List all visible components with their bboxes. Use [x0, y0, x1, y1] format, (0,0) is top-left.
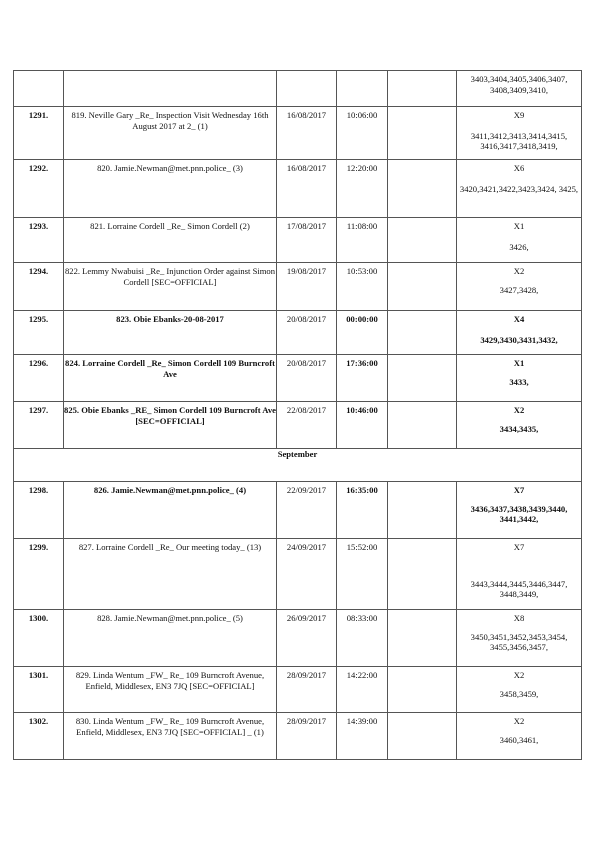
page-count: X6 — [513, 163, 525, 173]
entry-description: 823. Obie Ebanks-20-08-2017 — [116, 314, 224, 324]
entry-number: 1294. — [28, 266, 49, 276]
entry-date: 28/09/2017 — [286, 716, 327, 726]
entry-number: 1297. — [28, 405, 49, 415]
entry-description: 825. Obie Ebanks _RE_ Simon Cordell 109 Burncroft Ave [SEC=OFFICIAL] — [64, 405, 276, 426]
entry-refs-cell — [457, 610, 582, 667]
table-row — [14, 713, 582, 760]
entry-number: 1293. — [28, 221, 49, 231]
table-row — [14, 610, 582, 667]
entry-time: 16:35:00 — [346, 485, 378, 495]
entry-description: 829. Linda Wentum _FW_ Re_ 109 Burncroft Avenue, Enfield, Middlesex, EN3 7JQ [SEC=OFFICIAL] — [75, 670, 265, 691]
entry-blank-cell — [388, 107, 457, 160]
entry-number-cell — [14, 107, 64, 160]
table-row — [14, 402, 582, 449]
entry-number-cell — [14, 667, 64, 713]
entry-time: 10:06:00 — [346, 110, 378, 120]
entry-number: 1301. — [28, 670, 49, 680]
entry-date: 24/09/2017 — [286, 542, 327, 552]
page-count: X4 — [513, 314, 525, 324]
entry-time: 00:00:00 — [346, 314, 378, 324]
entry-description-cell — [64, 713, 277, 760]
entry-blank-cell — [388, 160, 457, 218]
entry-blank-cell — [388, 713, 457, 760]
entry-time: 14:22:00 — [346, 670, 378, 680]
entry-date-cell — [277, 713, 337, 760]
entry-description-cell — [64, 107, 277, 160]
entry-time — [337, 71, 387, 74]
page-count: X2 — [513, 670, 525, 680]
entry-number-cell — [14, 610, 64, 667]
entry-blank-cell — [388, 218, 457, 263]
entry-date: 20/08/2017 — [286, 358, 327, 368]
entry-blank-cell — [388, 71, 457, 107]
entry-description: 824. Lorraine Cordell _Re_ Simon Cordell 109 Burncroft Ave — [65, 358, 275, 379]
month-row — [14, 449, 582, 482]
entry-number-cell — [14, 482, 64, 539]
entry-blank-cell — [388, 355, 457, 402]
page-count: X2 — [513, 405, 525, 415]
page-references: 3443,3444,3445,3446,3447, 3448,3449, — [470, 578, 568, 600]
table-row — [14, 667, 582, 713]
entry-time-cell — [337, 263, 388, 311]
entry-time-cell — [337, 667, 388, 713]
page-references: 3458,3459, — [499, 688, 539, 699]
entry-time-cell — [337, 355, 388, 402]
entry-number: 1299. — [28, 542, 49, 552]
table-row — [14, 160, 582, 218]
entry-description-cell — [64, 610, 277, 667]
entry-blank-cell — [388, 482, 457, 539]
entry-time-cell — [337, 482, 388, 539]
entry-time-cell — [337, 160, 388, 218]
page-references: 3403,3404,3405,3406,3407, 3408,3409,3410, — [470, 74, 568, 95]
entry-time: 08:33:00 — [346, 613, 378, 623]
table-row — [14, 482, 582, 539]
entry-time: 12:20:00 — [346, 163, 378, 173]
entry-number: 1302. — [28, 716, 49, 726]
entry-number-cell — [14, 218, 64, 263]
entry-blank-cell — [388, 539, 457, 610]
entry-date: 17/08/2017 — [286, 221, 327, 231]
entry-number — [14, 71, 63, 74]
entry-refs-cell — [457, 311, 582, 355]
entry-refs-cell — [457, 667, 582, 713]
entry-description-cell — [64, 355, 277, 402]
table-row — [14, 263, 582, 311]
table-row — [14, 71, 582, 107]
page-references: 3429,3430,3431,3432, — [480, 334, 558, 345]
entry-description: 828. Jamie.Newman@met.pnn.police_ (5) — [97, 613, 243, 623]
entry-time-cell — [337, 107, 388, 160]
entry-time: 14:39:00 — [346, 716, 378, 726]
entry-time-cell — [337, 610, 388, 667]
entry-date-cell — [277, 160, 337, 218]
entry-description-cell — [64, 160, 277, 218]
entry-date-cell — [277, 107, 337, 160]
entry-date: 20/08/2017 — [286, 314, 327, 324]
entry-number: 1300. — [28, 613, 49, 623]
entry-date-cell — [277, 355, 337, 402]
entry-time-cell — [337, 713, 388, 760]
entry-description: 830. Linda Wentum _FW_ Re_ 109 Burncroft Avenue, Enfield, Middlesex, EN3 7JQ [SEC=OFFICIAL] _ (1) — [75, 716, 265, 737]
entry-blank-cell — [388, 610, 457, 667]
page-count: X7 — [513, 542, 525, 552]
entry-date — [277, 71, 336, 74]
entry-date-cell — [277, 402, 337, 449]
entry-description-cell — [64, 402, 277, 449]
entry-date: 16/08/2017 — [286, 110, 327, 120]
entry-refs-cell — [457, 402, 582, 449]
entry-refs-cell — [457, 539, 582, 610]
entry-number: 1296. — [28, 358, 49, 368]
page-references: 3426, — [509, 241, 529, 252]
entry-time: 17:36:00 — [346, 358, 378, 368]
page-references: 3460,3461, — [499, 734, 539, 745]
entry-time-cell — [337, 311, 388, 355]
entry-description: 826. Jamie.Newman@met.pnn.police_ (4) — [93, 485, 247, 495]
entry-date: 22/09/2017 — [286, 485, 327, 495]
entry-time: 10:53:00 — [346, 266, 378, 276]
page-count: X7 — [513, 485, 525, 495]
entry-number-cell — [14, 160, 64, 218]
entry-description-cell — [64, 539, 277, 610]
table-row — [14, 355, 582, 402]
entry-number-cell — [14, 539, 64, 610]
page-count: X1 — [513, 358, 525, 368]
entry-description-cell — [64, 218, 277, 263]
table-body-september — [14, 482, 582, 760]
entry-description — [64, 71, 276, 74]
entry-description-cell — [64, 263, 277, 311]
table-row — [14, 539, 582, 610]
table-body-august — [14, 71, 582, 449]
entry-date: 26/09/2017 — [286, 613, 327, 623]
page-references: 3420,3421,3422,3423,3424, 3425, — [459, 183, 579, 194]
entry-date-cell — [277, 311, 337, 355]
entry-description: 821. Lorraine Cordell _Re_ Simon Cordell (2) — [90, 221, 250, 231]
entry-time-cell — [337, 402, 388, 449]
entry-number: 1291. — [28, 110, 49, 120]
page-count: X1 — [513, 221, 525, 231]
entry-date-cell — [277, 482, 337, 539]
table-row — [14, 311, 582, 355]
entry-date: 16/08/2017 — [286, 163, 327, 173]
entry-refs-cell — [457, 713, 582, 760]
page-references: 3450,3451,3452,3453,3454, 3455,3456,3457, — [470, 631, 568, 653]
entry-date-cell — [277, 610, 337, 667]
entry-number-cell — [14, 263, 64, 311]
entry-time: 11:08:00 — [346, 221, 378, 231]
entry-date: 22/08/2017 — [286, 405, 327, 415]
entry-blank-cell — [388, 311, 457, 355]
entry-date-cell — [277, 71, 337, 107]
table-row — [14, 218, 582, 263]
entry-refs-cell — [457, 71, 582, 107]
entry-date: 28/09/2017 — [286, 670, 327, 680]
entry-description: 822. Lemmy Nwabuisi _Re_ Injunction Order against Simon Cordell [SEC=OFFICIAL] — [64, 266, 276, 287]
entry-date-cell — [277, 218, 337, 263]
entry-number-cell — [14, 355, 64, 402]
entry-refs-cell — [457, 107, 582, 160]
entry-number-cell — [14, 311, 64, 355]
page-count: X9 — [513, 110, 525, 120]
entry-refs-cell — [457, 482, 582, 539]
page-count: X8 — [513, 613, 525, 623]
entry-time-cell — [337, 218, 388, 263]
entry-refs-cell — [457, 355, 582, 402]
entry-refs-cell — [457, 160, 582, 218]
month-label: September — [14, 449, 582, 482]
month-row-group — [14, 449, 582, 482]
entry-description-cell — [64, 667, 277, 713]
entry-number-cell — [14, 713, 64, 760]
entry-time: 10:46:00 — [346, 405, 378, 415]
table-row — [14, 107, 582, 160]
entry-number: 1292. — [28, 163, 49, 173]
entry-number-cell — [14, 402, 64, 449]
entry-time-cell — [337, 71, 388, 107]
page-references: 3411,3412,3413,3414,3415, 3416,3417,3418,3419, — [470, 130, 568, 152]
entry-number-cell — [14, 71, 64, 107]
page-references: 3434,3435, — [499, 423, 539, 434]
entry-date-cell — [277, 263, 337, 311]
page-count: X2 — [513, 266, 525, 276]
entry-blank-cell — [388, 402, 457, 449]
entry-refs-cell — [457, 218, 582, 263]
entry-description: 820. Jamie.Newman@met.pnn.police_ (3) — [97, 163, 243, 173]
entry-description-cell — [64, 311, 277, 355]
evidence-log-table — [13, 70, 582, 760]
entry-time-cell — [337, 539, 388, 610]
entry-description-cell — [64, 482, 277, 539]
entry-date-cell — [277, 667, 337, 713]
entry-description: 827. Lorraine Cordell _Re_ Our meeting today_ (13) — [78, 542, 262, 552]
entry-number: 1298. — [28, 485, 49, 495]
entry-description-cell — [64, 71, 277, 107]
entry-blank-cell — [388, 667, 457, 713]
entry-time: 15:52:00 — [346, 542, 378, 552]
entry-description: 819. Neville Gary _Re_ Inspection Visit Wednesday 16th August 2017 at 2_ (1) — [71, 110, 269, 131]
page-references: 3433, — [509, 376, 529, 387]
page-count: X2 — [513, 716, 525, 726]
entry-date-cell — [277, 539, 337, 610]
entry-blank-cell — [388, 263, 457, 311]
page-references: 3436,3437,3438,3439,3440, 3441,3442, — [470, 503, 568, 525]
entry-refs-cell — [457, 263, 582, 311]
entry-number: 1295. — [28, 314, 49, 324]
page-references: 3427,3428, — [499, 284, 539, 295]
entry-date: 19/08/2017 — [286, 266, 327, 276]
